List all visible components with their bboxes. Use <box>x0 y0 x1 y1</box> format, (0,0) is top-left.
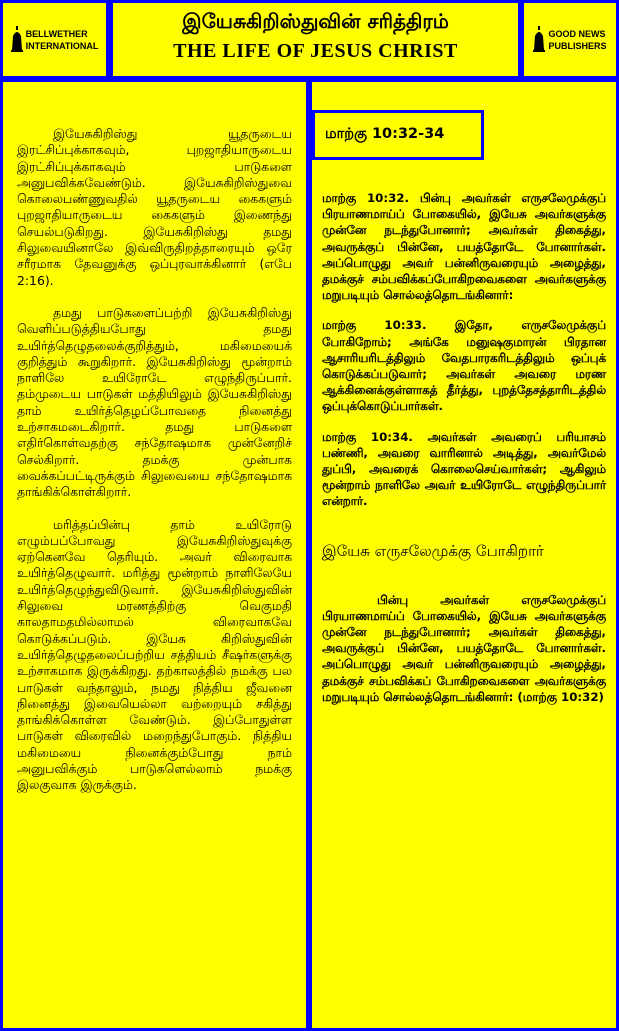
good-news-logo <box>524 3 616 76</box>
summary-paragraph: பின்பு அவர்கள் எருசலேமுக்குப் பிரயாணமாய்ப் போகையில், இயேசு அவர்களுக்கு முன்னே நடந்துபோனார்; அவர்கள் திகைத்து, அவருக்குப் பின்னே, பயத்தோடே போனார்கள். அப்பொழுது அவர் பன்னிருவரையும் அழைத்து, தமக்குச் சம்பவிக்கப் போகிறவைகளை அவர்களுக்கு மறுபடியும் சொல்லத்தொடங்கினார்: (மாற்கு 10:32) <box>322 592 606 704</box>
commentary-paragraph: மரித்தப்பின்பு தாம் உயிரோடு எழும்பப்போவது இயேசுகிறிஸ்துவுக்கு ஏற்கெனவே தெரியும். அவர் விரைவாக உயிர்த்தெழுவார். மரித்து மூன்றாம் நாளிலேயே உயிர்த்தெழுந்துவிடுவார். இயேசுகிறிஸ்துவின் சிலுவை மரணத்திற்கு வெகுமதி காலதாமதமில்லாமல் விரைவாகவே கொடுக்கப்படும். இயேசு கிறிஸ்துவின் உயிர்த்தெழுதலைப்பற்றிய சத்தியம் சீஷர்களுக்கு உற்சாகமாக இருக்கிறது. தற்காலத்தில் நமக்கு பல பாடுகள் வந்தாலும், நமது நித்திய ஜீவனை நினைத்து இவையெல்லா வற்றையும் சகித்து தாங்கிக்கொள்ள வேண்டும். இப்போதுள்ள பாடுகள் விரைவில் மறைந்துபோகும். நித்திய மகிமையை நினைக்கும்போது நாம் அனுபவிக்கும் பாடுகளெல்லாம் நமக்கு இலகுவாக இருக்கும். <box>17 516 292 793</box>
bellwether-logo <box>3 3 106 76</box>
logo-line-2: INTERNATIONAL <box>25 40 99 51</box>
page-header <box>113 3 518 76</box>
title-english: THE LIFE OF JESUS CHRIST <box>173 40 458 62</box>
scripture-reference <box>312 110 484 160</box>
bell-icon <box>533 26 545 54</box>
title-tamil: இயேசுகிறிஸ்துவின் சரித்திரம் <box>182 9 449 33</box>
scripture-column <box>312 82 616 1028</box>
commentary-paragraph: தமது பாடுகளைப்பற்றி இயேசுகிறிஸ்து வெளிப்படுத்தியபோது தமது உயிர்த்தெழுதலைக்குறித்தும், மகிமையைக் குறித்தும் கூறுகிறார். இயேசுகிறிஸ்து மூன்றாம் நாளிலே உயிரோடே எழுந்திருப்பார். தம்முடைய பாடுகள் மத்தியிலும் இயேசுகிறிஸ்து தாம் உயிர்த்தெழப்போவதை நினைத்து உற்சாகமடைகிறார். தமது பாடுகளை எதிர்கொள்வதற்கு சந்தோஷமாக முன்னேறிச் செல்கிறார். தமக்கு முன்பாக வைக்கப்பட்டிருக்கும் சிலுவையை சந்தோஷமாக தாங்கிக்கொள்கிறார். <box>17 304 292 500</box>
section-heading: இயேசு எருசலேமுக்கு போகிறார் <box>322 541 544 560</box>
logo-line-1: BELLWETHER <box>25 28 88 39</box>
logo-line-1: GOOD NEWS <box>548 28 606 39</box>
commentary-column <box>3 82 306 1028</box>
verse-paragraph: மாற்கு 10:32. பின்பு அவர்கள் எருசலேமுக்குப் பிரயாணமாய்ப் போகையில், இயேசு அவர்களுக்கு முன்னே நடந்துபோனார்; அவர்கள் திகைத்து, அவருக்குப் பின்னே, பயத்தோடே போனார்கள். அப்பொழுது அவர் பன்னிருவரையும் அழைத்து, தமக்குச் சம்பவிக்கப்போகிறவைகளை அவர்களுக்கு மறுபடியும் சொல்லத்தொடங்கினார்: <box>322 191 606 303</box>
verse-paragraph: மாற்கு 10:34. அவர்கள் அவரைப் பரியாசம் பண்ணி, அவரை வாரினால் அடித்து, அவர்மேல் துப்பி, அவரைக் கொலைசெய்வார்கள்; ஆகிலும் மூன்றாம் நாளிலே அவர் உயிரோடே எழுந்திருப்பார் என்றார். <box>322 429 606 509</box>
verse-paragraph: மாற்கு 10:33. இதோ, எருசலேமுக்குப் போகிறோம்; அங்கே மனுஷகுமாரன் பிரதான ஆசாரியரிடத்திலும் வேதபாரகரிடத்திலும் ஒப்புக் கொடுக்கப்படுவார்; அவர்கள் அவரை மரண ஆக்கினைக்குள்ளாகத் தீர்த்து, புறத்தேசத்தாரிடத்தில் ஒப்புக்கொடுப்பார்கள். <box>322 318 606 414</box>
logo-line-2: PUBLISHERS <box>548 40 607 51</box>
bell-icon <box>11 26 23 54</box>
commentary-paragraph: இயேசுகிறிஸ்து யூதருடைய இரட்சிப்புக்காகவும், புறஜாதியாருடைய இரட்சிப்புக்காகவும் பாடுகளை அனுபவிக்கவேண்டும். இயேசுகிறிஸ்துவை கொலைபண்ணுவதில் யூதருடைய கைகளும் புறஜாதியாருடைய கைகளும் இணைந்து செயல்படுகிறது. இயேசுகிறிஸ்து தமது சிலுவையினாலே இவ்விருதிறத்தாரையும் ஒரே சரீரமாக தேவனுக்கு ஒப்புரவாக்கினார் (எபே 2:16). <box>17 126 292 288</box>
reference-label: மாற்கு 10:32-34 <box>325 126 445 142</box>
